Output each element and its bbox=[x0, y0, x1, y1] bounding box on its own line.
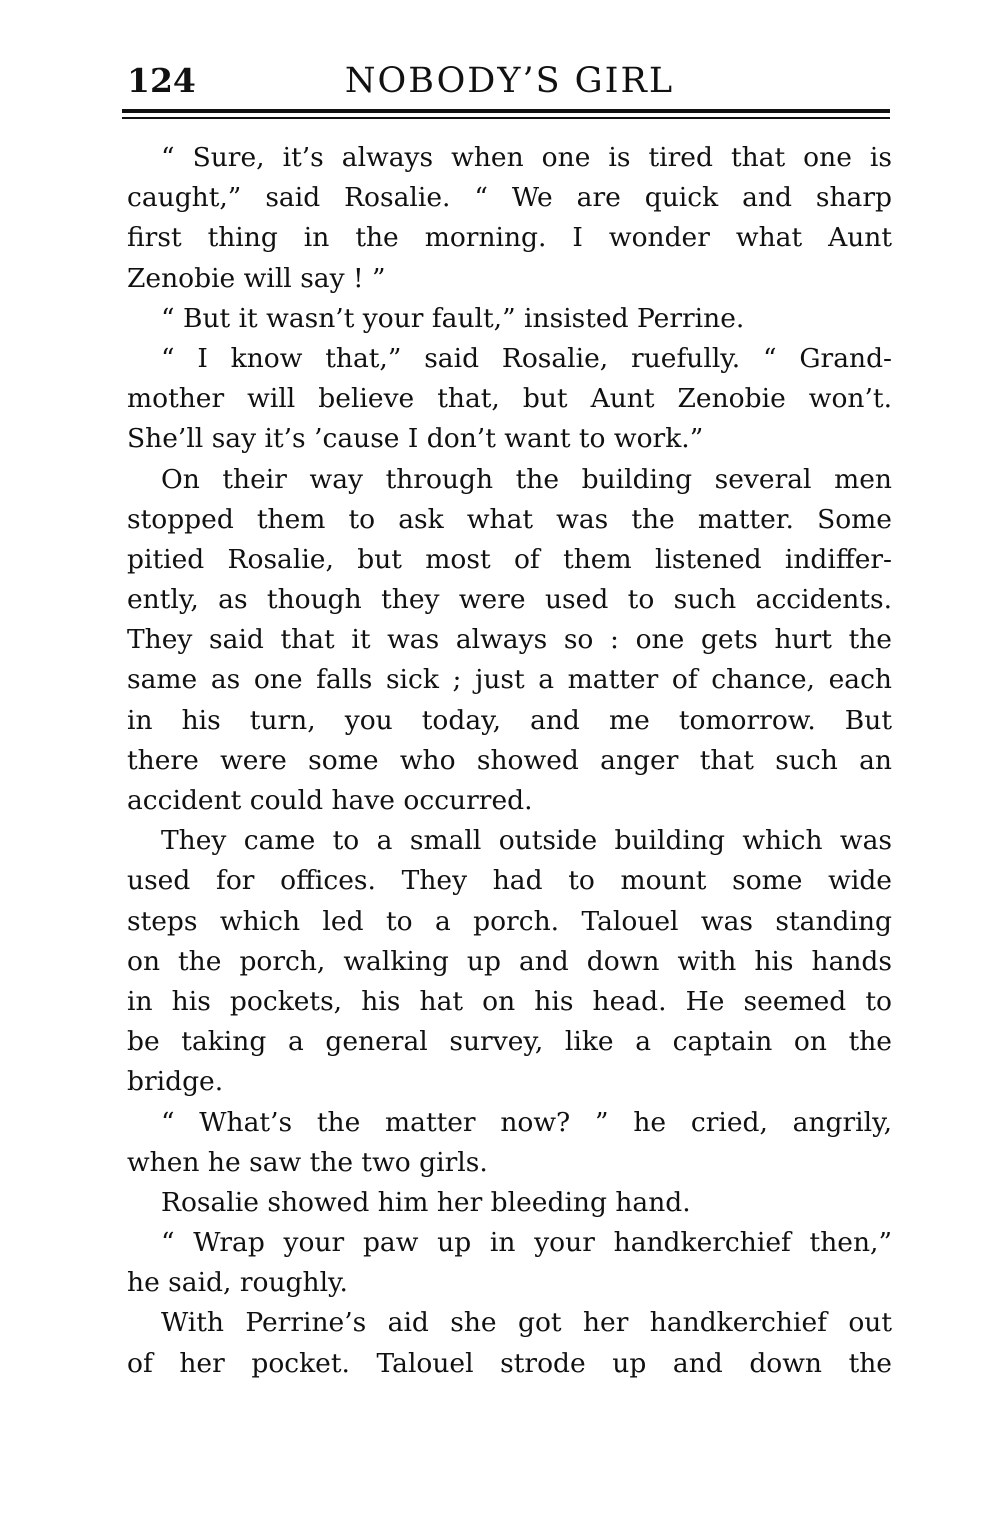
text-line: accident could have occurred. bbox=[127, 785, 533, 816]
text-line: ently, as though they were used to such accidents. bbox=[127, 584, 892, 616]
text-line: “ What’s the matter now? ” he cried, angrily, bbox=[161, 1106, 892, 1138]
header-rule-thin bbox=[122, 117, 890, 119]
text-line: pitied Rosalie, but most of them listened indiffer- bbox=[127, 543, 892, 575]
text-line: “ Wrap your paw up in your handkerchief then,” bbox=[161, 1227, 892, 1259]
text-line: She’ll say it’s ’cause I don’t want to work.” bbox=[127, 423, 704, 455]
text-line: on the porch, walking up and down with his hands bbox=[127, 945, 892, 977]
text-line: be taking a general survey, like a captain on the bbox=[127, 1026, 892, 1058]
page-header bbox=[127, 60, 892, 108]
text-line: mother will believe that, but Aunt Zenobie won’t. bbox=[127, 383, 892, 415]
text-line: same as one falls sick ; just a matter of chance, each bbox=[127, 664, 892, 696]
text-line: “ But it wasn’t your fault,” insisted Perrine. bbox=[161, 302, 745, 334]
text-line: he said, roughly. bbox=[127, 1267, 348, 1299]
text-line: caught,” said Rosalie. “ We are quick and sharp bbox=[127, 182, 892, 214]
text-line: stopped them to ask what was the matter. Some bbox=[127, 503, 892, 535]
text-line: in his pockets, his hat on his head. He seemed to bbox=[127, 985, 892, 1017]
text-line: Zenobie will say ! ” bbox=[127, 262, 386, 294]
text-line: steps which led to a porch. Talouel was standing bbox=[127, 905, 892, 937]
text-line: They said that it was always so : one gets hurt the bbox=[127, 624, 892, 656]
text-line: in his turn, you today, and me tomorrow. But bbox=[127, 704, 892, 736]
text-line: of her pocket. Talouel strode up and down the bbox=[127, 1347, 892, 1379]
text-line: first thing in the morning. I wonder what Aunt bbox=[127, 222, 892, 254]
page-number: 124 bbox=[127, 61, 196, 100]
text-line: On their way through the building several men bbox=[161, 463, 892, 495]
header-rule-thick bbox=[122, 109, 890, 113]
text-line: They came to a small outside building which was bbox=[161, 825, 892, 857]
body-text bbox=[127, 138, 892, 1384]
text-line: With Perrine’s aid she got her handkerchief out bbox=[161, 1307, 892, 1339]
text-line: bridge. bbox=[127, 1066, 224, 1098]
text-line: used for offices. They had to mount some wide bbox=[127, 865, 892, 897]
text-line: there were some who showed anger that such an bbox=[127, 744, 892, 776]
text-line: Rosalie showed him her bleeding hand. bbox=[161, 1186, 691, 1218]
text-line: when he saw the two girls. bbox=[127, 1146, 488, 1178]
running-title: NOBODY’S GIRL bbox=[344, 61, 675, 101]
text-line: “ Sure, it’s always when one is tired that one is bbox=[161, 142, 892, 173]
text-line: “ I know that,” said Rosalie, ruefully. “ Grand- bbox=[161, 342, 892, 374]
